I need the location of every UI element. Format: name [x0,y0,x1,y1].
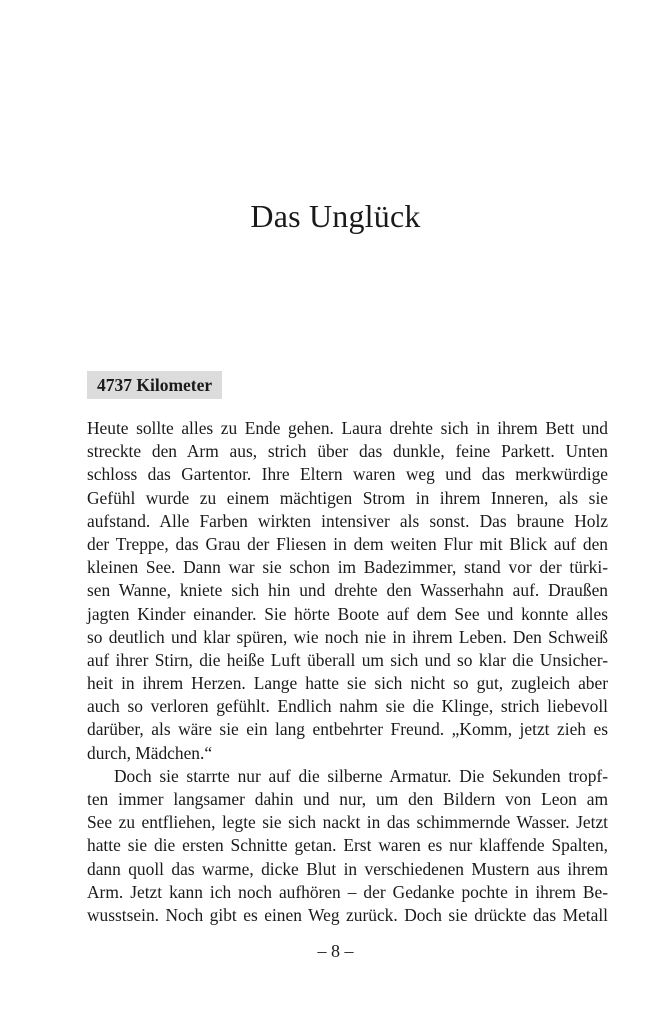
text-line: heit in ihrem Herzen. Lange hatte sie sich nicht so gut, zugleich aber [87,673,608,694]
text-line: Heute sollte alles zu Ende gehen. Laura drehte sich in ihrem Bett und [87,418,608,438]
text-line: wusstsein. Noch gibt es einen Weg zurück. Doch sie drückte das Metall [87,904,608,925]
text-line: Doch sie starrte nur auf die silberne Armatur. Die Sekunden tropf- [114,765,608,786]
text-line: jagten Kinder einander. Sie hörte Boote auf dem See und konnte alles [87,603,608,624]
text-line: darüber, als wäre sie ein lang entbehrter Freund. „Komm, jetzt zieh es [87,719,608,740]
text-line: hatte sie die ersten Schnitte getan. Erst waren es nur klaffende Spalten, [87,835,608,856]
text-line: durch, Mädchen.“ [87,742,213,763]
text-line: ten immer langsamer dahin und nur, um den Bildern von Leon am [87,789,608,809]
page-number: – 8 – [317,941,354,961]
text-line: schloss das Gartentor. Ihre Eltern waren weg und das merkwürdige [87,464,608,485]
paragraph-2 [87,765,608,927]
text-line: auf ihrer Stirn, die heiße Luft überall um sich und so klar die Unsicher- [87,649,608,670]
body-text [87,417,608,927]
text-line: dann quoll das warme, dicke Blut in verschiedenen Mustern aus ihrem [87,858,608,879]
text-line: streckte den Arm aus, strich über das dunkle, feine Parkett. Unten [87,441,608,462]
text-line: Gefühl wurde zu einem mächtigen Strom in ihrem Inneren, als sie [87,487,608,508]
text-line: See zu entfliehen, legte sie sich nackt in das schimmernde Wasser. Jetzt [87,812,608,833]
section-heading: 4737 Kilometer [87,371,222,399]
text-line: auch so verloren gefühlt. Endlich nahm sie die Klinge, strich liebevoll [87,696,608,717]
text-line: Arm. Jetzt kann ich noch aufhören – der Gedanke pochte in ihrem Be- [87,881,608,902]
text-line: kleinen See. Dann war sie schon im Badezimmer, stand vor der türki- [87,557,608,578]
text-line: so deutlich und klar spüren, wie noch nie in ihrem Leben. Den Schweiß [87,626,608,647]
text-line: aufstand. Alle Farben wirkten intensiver als sonst. Das braune Holz [87,510,608,531]
chapter-title: Das Unglück [250,198,421,234]
text-line: sen Wanne, kniete sich hin und drehte den Wasserhahn auf. Draußen [87,580,608,601]
paragraph-1 [87,417,608,765]
text-line: der Treppe, das Grau der Fliesen in dem weiten Flur mit Blick auf den [87,533,608,554]
